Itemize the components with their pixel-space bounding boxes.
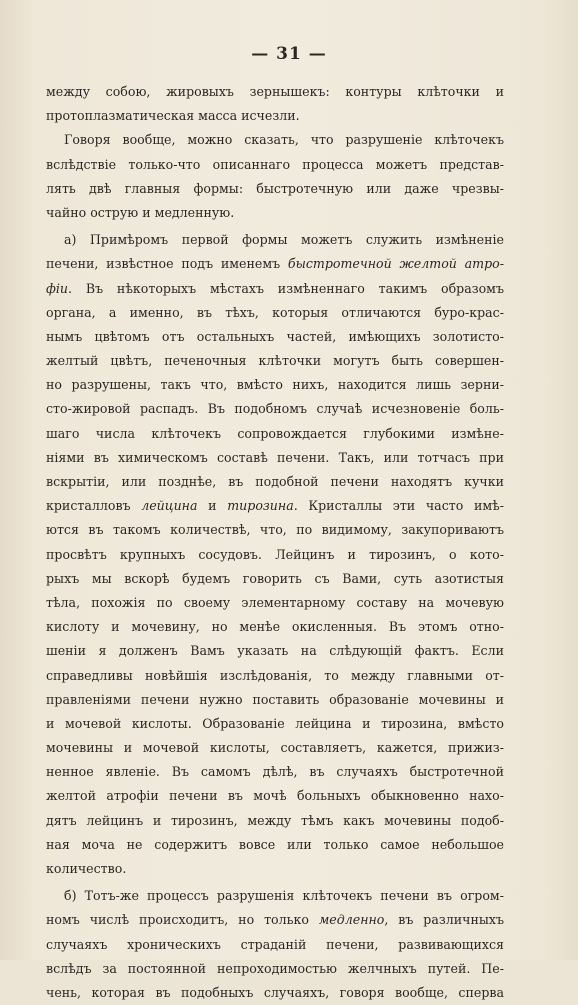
text-line: б) Тотъ-же процессъ разрушенія клѣточекъ печени въ огром- [64, 888, 504, 904]
text-line: вслѣдствіе только-что описаннаго процесса можетъ представ- [46, 156, 504, 172]
italic-term: фіи [46, 280, 68, 296]
text-line: правленіями печени нужно поставить образованіе мочевины и [46, 691, 504, 707]
text-line: вслѣдъ за постоянной непроходимостью желчныхъ путей. Пе- [46, 960, 504, 976]
text-line: между собою, жировыхъ зернышекъ: контуры клѣточки и [46, 84, 504, 99]
text-line: дятъ лейцинъ и тирозинъ, между тѣмъ какъ мочевины подоб- [46, 812, 504, 828]
text-line: лять двѣ главныя формы: быстротечную или даже чрезвы- [46, 180, 504, 196]
text-line: органа, а именно, въ тѣхъ, которыя отличаются буро-крас- [46, 304, 504, 320]
text-line: случаяхъ хроническихъ страданій печени, развивающихся [46, 936, 504, 952]
text-line: вскрытіи, или позднѣе, въ подобной печени находятъ кучки [46, 474, 504, 489]
text-line: номъ числѣ происходитъ, но только медленно, въ различныхъ [46, 912, 504, 928]
text-line: но разрушены, такъ что, вмѣсто нихъ, находится лишь зерни- [46, 377, 504, 393]
text-line: тѣла, похожія по своему элементарному составу на мочевую [46, 594, 504, 610]
text-line: просвѣтъ крупныхъ сосудовъ. Лейцинъ и тирозинъ, о кото- [46, 546, 504, 562]
italic-term: тирозина [227, 498, 294, 514]
text-line: мочевины и мочевой кислоты, составляетъ, кажется, прижиз- [46, 740, 504, 756]
text-line: и мочевой кислоты. Образованіе лейцина и тирозина, вмѣсто [46, 715, 504, 731]
text-line: шаго числа клѣточекъ сопровождается глубокими измѣне- [46, 425, 504, 441]
text-line: чень, которая въ подобныхъ случаяхъ, говоря вообще, сперва [46, 984, 504, 1000]
text-line: желтый цвѣтъ, печеночныя клѣточки могутъ быть совершен- [46, 353, 504, 369]
text-line: нымъ цвѣтомъ отъ остальныхъ частей, имѣющихъ золотисто- [46, 328, 504, 344]
text-line: печени, извѣстное подъ именемъ быстротечной желтой атро- [46, 256, 504, 272]
text-line: шеніи я долженъ Вамъ указать на слѣдующій фактъ. Если [46, 643, 504, 659]
italic-term: быстротечной желтой атро- [287, 256, 504, 272]
body-text [46, 80, 504, 1005]
text-line: ются въ такомъ количествѣ, что, по видимому, закупориваютъ [46, 522, 504, 538]
page-number: — 31 — [251, 44, 327, 64]
text-line: кристалловъ лейцина и тирозина. Кристаллы эти часто имѣ- [46, 498, 504, 514]
italic-term: лейцина [141, 498, 198, 514]
text-line: количество. [46, 861, 127, 876]
text-line: ненное явленіе. Въ самомъ дѣлѣ, въ случаяхъ быстротечной [46, 764, 504, 780]
text-line: сто-жировой распадъ. Въ подобномъ случаѣ исчезновеніе боль- [46, 401, 504, 417]
text-line: справедливы новѣйшія изслѣдованія, то между главными от- [46, 667, 504, 683]
text-line: рыхъ мы вскорѣ будемъ говорить съ Вами, суть азотистыя [46, 570, 504, 586]
text-line: желтой атрофіи печени въ мочѣ больныхъ обыкновенно нахо- [46, 788, 504, 804]
text-line: кислоту и мочевину, но менѣе окисленныя. Въ этомъ отно- [46, 619, 504, 635]
text-line: a) Примѣромъ первой формы можетъ служить измѣненіе [64, 232, 504, 248]
text-line: ная моча не содержитъ вовсе или только самое небольшое [46, 836, 504, 852]
text-line: ніями въ химическомъ составѣ печени. Такъ, или тотчасъ при [46, 449, 504, 465]
text-line: протоплазматическая масса исчезли. [46, 108, 300, 124]
text-line: Говоря вообще, можно сказать, что разрушеніе клѣточекъ [64, 132, 504, 148]
italic-term: медленно [318, 912, 385, 928]
text-line: чайно острую и медленную. [46, 204, 235, 220]
text-line: фіи. Въ нѣкоторыхъ мѣстахъ измѣненнаго такимъ образомъ [46, 280, 504, 296]
